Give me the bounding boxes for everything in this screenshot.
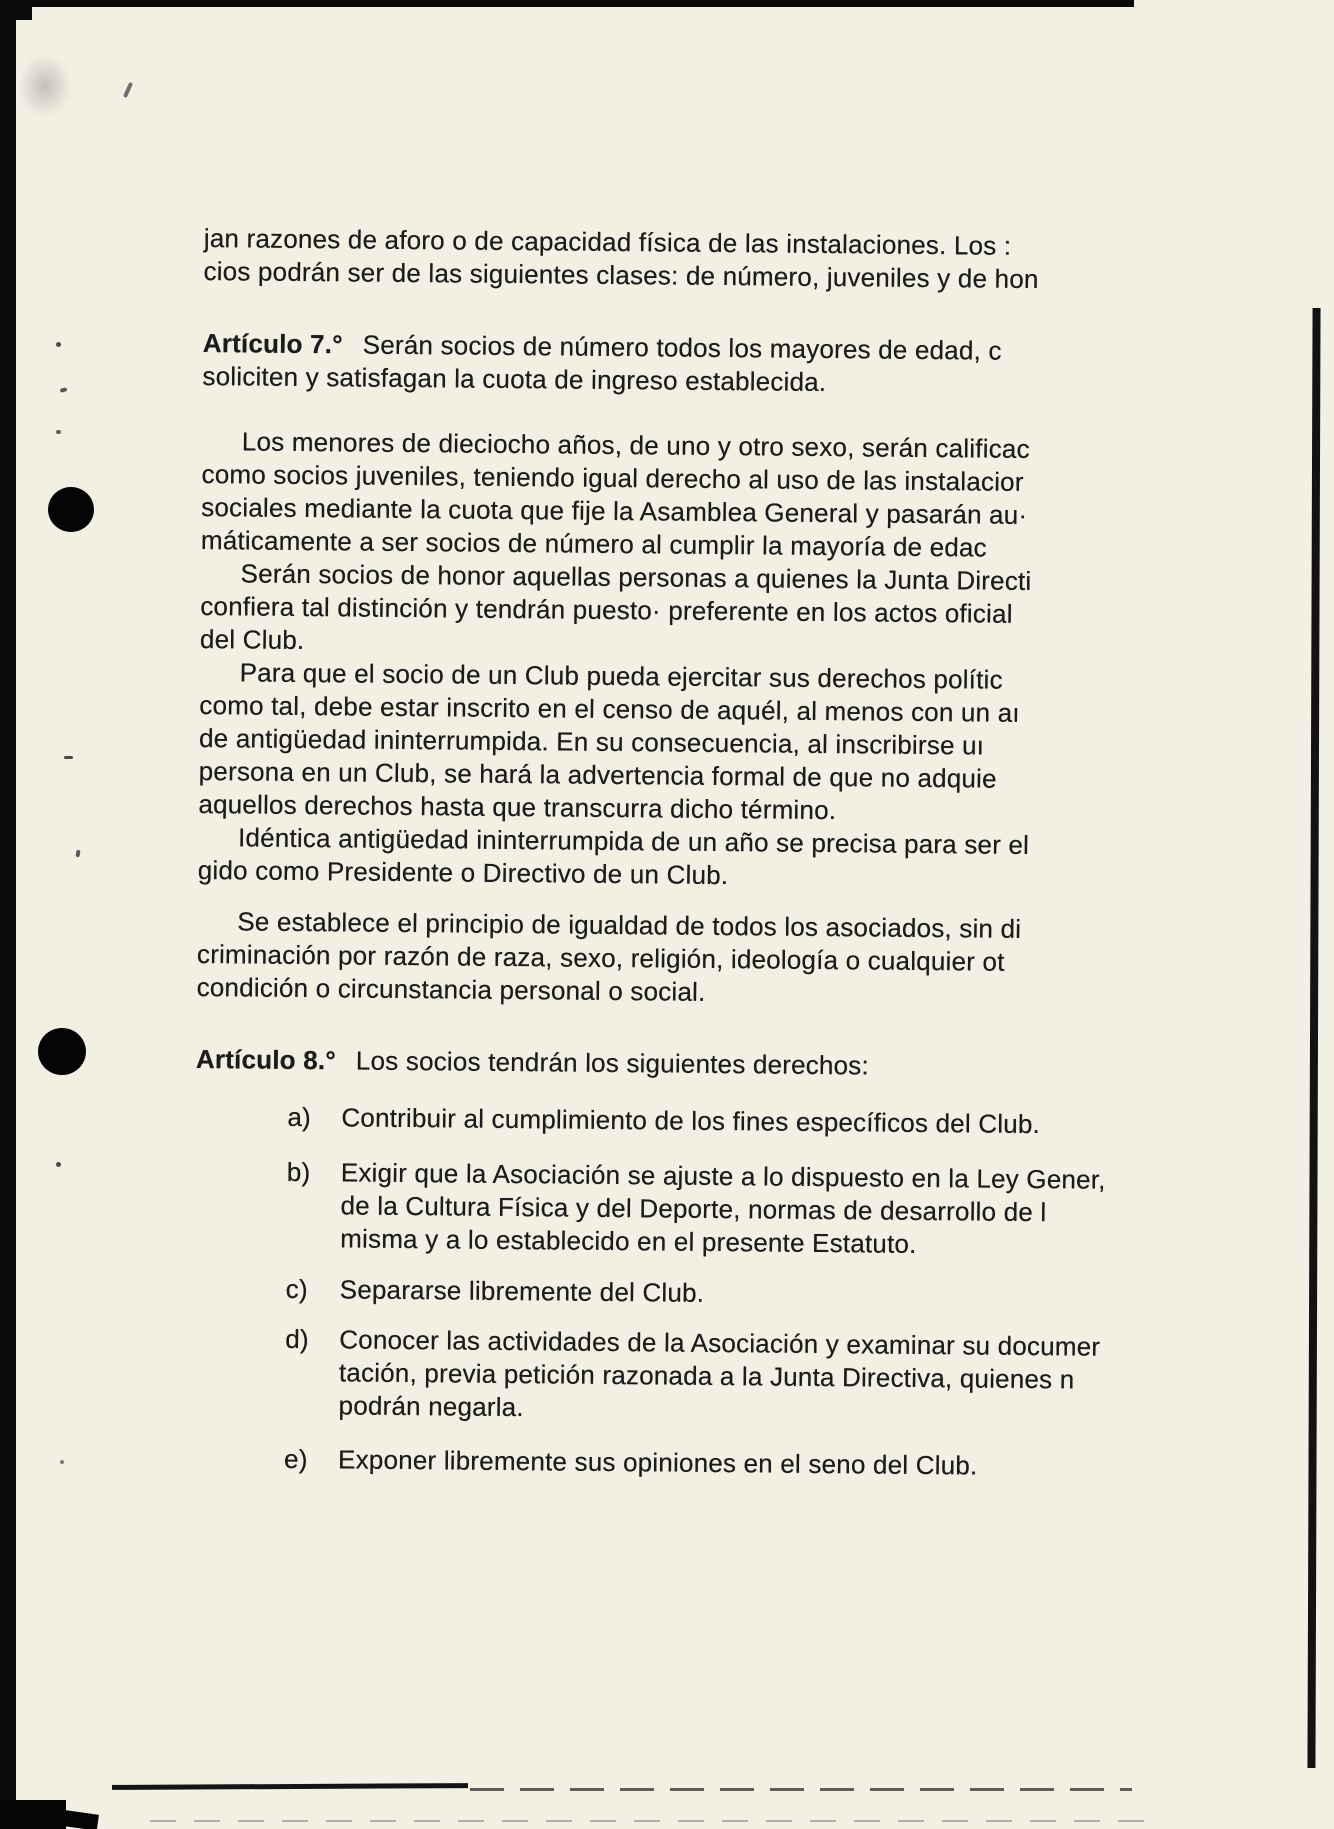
articulo-7-heading: Artículo 7.° (202, 327, 343, 360)
paragraph-articulo-8 (196, 1043, 1176, 1085)
scan-edge-top (22, 0, 1134, 7)
paragraph-socios-juveniles: Los menores de dieciocho años, de uno y otro sexo, serán calificac como socios juveniles, teniendo igual derecho al uso de las instalacior sociales mediante la cuota que fije la Asamblea General y pasarán au· máticamente a ser socios de número al cumplir la mayoría de edac (200, 426, 1030, 563)
list-item-text: Contribuir al cumplimiento de los fines específicos del Club. (341, 1102, 1041, 1140)
paragraph-intro-continuation: jan razones de aforo o de capacidad física de las instalaciones. Los : cios podrán ser de las siguientes clases: de número, juveniles y de hon (203, 222, 1039, 295)
scan-speck (56, 430, 61, 434)
articulo-8-heading-rest: Los socios tendrán los siguientes derechos: (355, 1045, 870, 1081)
scan-speck (75, 850, 80, 858)
list-item-text: Exigir que la Asociación se ajuste a lo dispuesto en la Ley Gener, de la Cultura Física y del Deporte, normas de desarrollo de l misma y a lo establecido en el presente Estatuto. (340, 1157, 1106, 1259)
paragraph-igualdad: Se establece el principio de igualdad de todos los asociados, sin di criminación por razón de raza, sexo, religión, ideología o cualquier ot condición o circunstancia personal o social. (196, 906, 1022, 1007)
articulo-8-first-line (196, 1043, 1176, 1085)
list-item-a (195, 1100, 1175, 1142)
list-item-label: d) (285, 1323, 309, 1355)
list-item-label: e) (283, 1443, 308, 1475)
articulo-7-body: soliciten y satisfagan la cuota de ingreso establecida. (202, 360, 827, 397)
scan-speck (60, 1460, 64, 1464)
scan-speck (60, 387, 68, 393)
articulo-7-heading-rest: Serán socios de número todos los mayores de edad, c (362, 329, 1002, 366)
scan-line-bottom-heavy (112, 1783, 468, 1790)
scan-blot-corner (57, 1809, 99, 1829)
scan-dashes-bottom (150, 1820, 1150, 1822)
list-item-text: Exponer libremente sus opiniones en el seno del Club. (337, 1444, 978, 1481)
paragraph-socios-honor: Serán socios de honor aquellas personas a quienes la Junta Directi confiera tal distinción y tendrán puesto· preferente en los actos oficial del Club. (199, 558, 1032, 655)
scan-line-bottom-light (470, 1788, 1132, 1791)
scan-speck (56, 342, 61, 347)
list-item-d (192, 1322, 1173, 1430)
articulo-8-heading: Artículo 8.° (195, 1043, 337, 1076)
punch-hole-bottom (38, 1028, 86, 1075)
scan-smudge (18, 54, 72, 118)
paragraph-censo: Para que el socio de un Club pueda ejercitar sus derechos polític como tal, debe estar inscrito en el censo de aquél, al menos con un aı de antigüedad ininterrumpida. En su consecuencia, al inscribirse uı persona en un Club, se hará la advertencia formal de que no adquie aquellos derechos hasta que transcurra dicho término. (198, 657, 1020, 826)
paragraph-articulo-7 (202, 327, 1183, 402)
list-item-label: a) (287, 1101, 312, 1133)
scan-edge-left (0, 0, 16, 1829)
list-item-e (192, 1442, 1172, 1484)
list-item-label: c) (285, 1273, 308, 1305)
punch-hole-top (48, 487, 94, 532)
scan-speck (56, 1162, 61, 1167)
list-item-label: b) (286, 1156, 311, 1188)
document-text (192, 222, 1184, 1484)
list-item-b (194, 1155, 1175, 1263)
scan-speck (64, 756, 73, 759)
list-item-text: Conocer las actividades de la Asociación y examinar su documer tación, previa petición razonada a la Junta Directiva, quienes n podrán negarla. (338, 1324, 1101, 1423)
list-item-text: Separarse libremente del Club. (339, 1274, 705, 1308)
scan-speck (123, 82, 133, 98)
list-item-c (194, 1272, 1174, 1314)
paragraph-antiguedad: Idéntica antigüedad ininterrumpida de un año se precisa para ser el gido como Presidente o Directivo de un Club. (197, 822, 1030, 891)
scan-edge-right (1307, 308, 1320, 1768)
